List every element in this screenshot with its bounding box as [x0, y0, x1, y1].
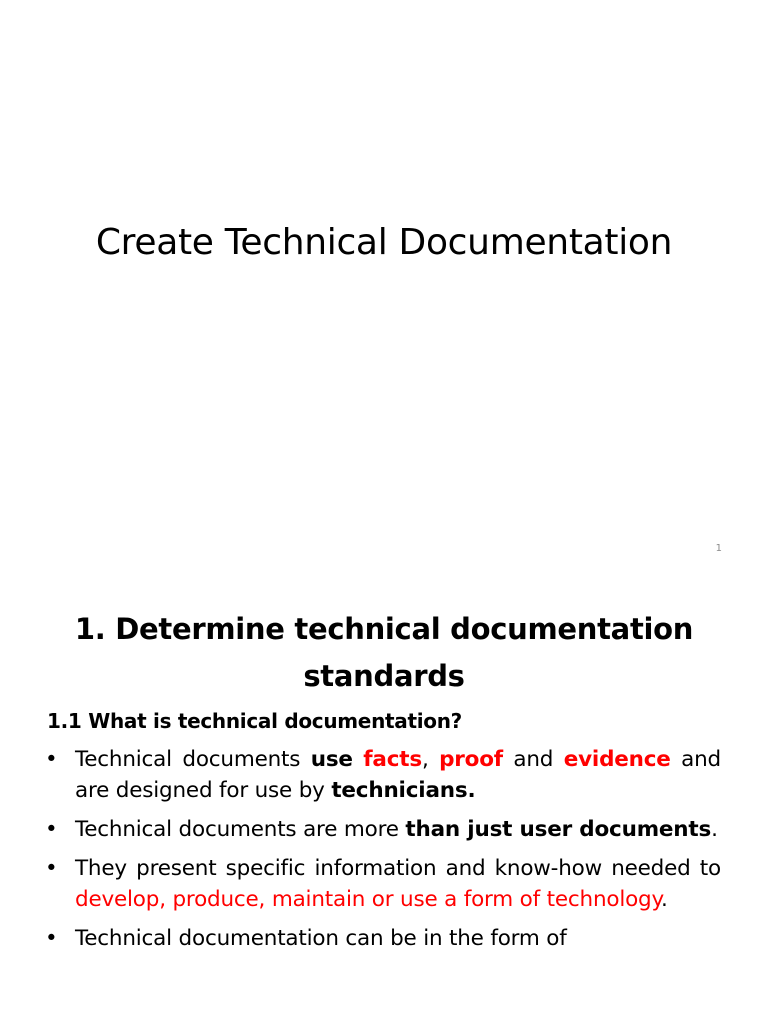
bullet-item	[44, 853, 721, 915]
bullet-text-segment: Technical documentation can be in the form of	[75, 926, 567, 951]
bullet-text-segment: Technical documents	[75, 747, 311, 772]
content-slide	[0, 576, 768, 1024]
bullet-list	[44, 744, 721, 962]
bullet-dot-icon: •	[45, 926, 58, 951]
bullet-text-segment: than just user documents	[405, 817, 712, 842]
bullet-text-segment: and are designed for use by	[75, 747, 722, 803]
bullet-text-segment: .	[660, 887, 668, 912]
subheading: 1.1 What is technical documentation?	[47, 709, 462, 733]
bullet-item	[44, 744, 721, 806]
slide-number: 1	[715, 543, 722, 554]
bullet-dot-icon: •	[45, 856, 58, 881]
slide-title: Create Technical Documentation	[95, 222, 673, 263]
bullet-text-segment: technicians.	[331, 778, 476, 803]
bullet-text-segment: proof	[439, 747, 503, 772]
bullet-item	[44, 923, 721, 954]
section-title: 1. Determine technical documentation standards	[74, 612, 694, 693]
bullet-text-segment: They present specific information and know-how needed to	[75, 856, 721, 881]
bullet-dot-icon: •	[45, 747, 58, 772]
bullet-text-segment: ,	[421, 747, 440, 772]
bullet-dot-icon: •	[45, 817, 58, 842]
bullet-text-segment: facts	[363, 747, 422, 772]
bullet-text-segment	[353, 747, 363, 772]
bullet-text-segment: evidence	[563, 747, 671, 772]
bullet-text-segment: use	[310, 747, 353, 772]
bullet-text-segment: .	[711, 817, 718, 842]
bullet-text-segment: Technical documents are more	[75, 817, 406, 842]
bullet-item	[44, 814, 721, 845]
bullet-text-segment: and	[502, 747, 564, 772]
bullet-text-segment: develop, produce, maintain or use a form of technology	[75, 887, 661, 912]
